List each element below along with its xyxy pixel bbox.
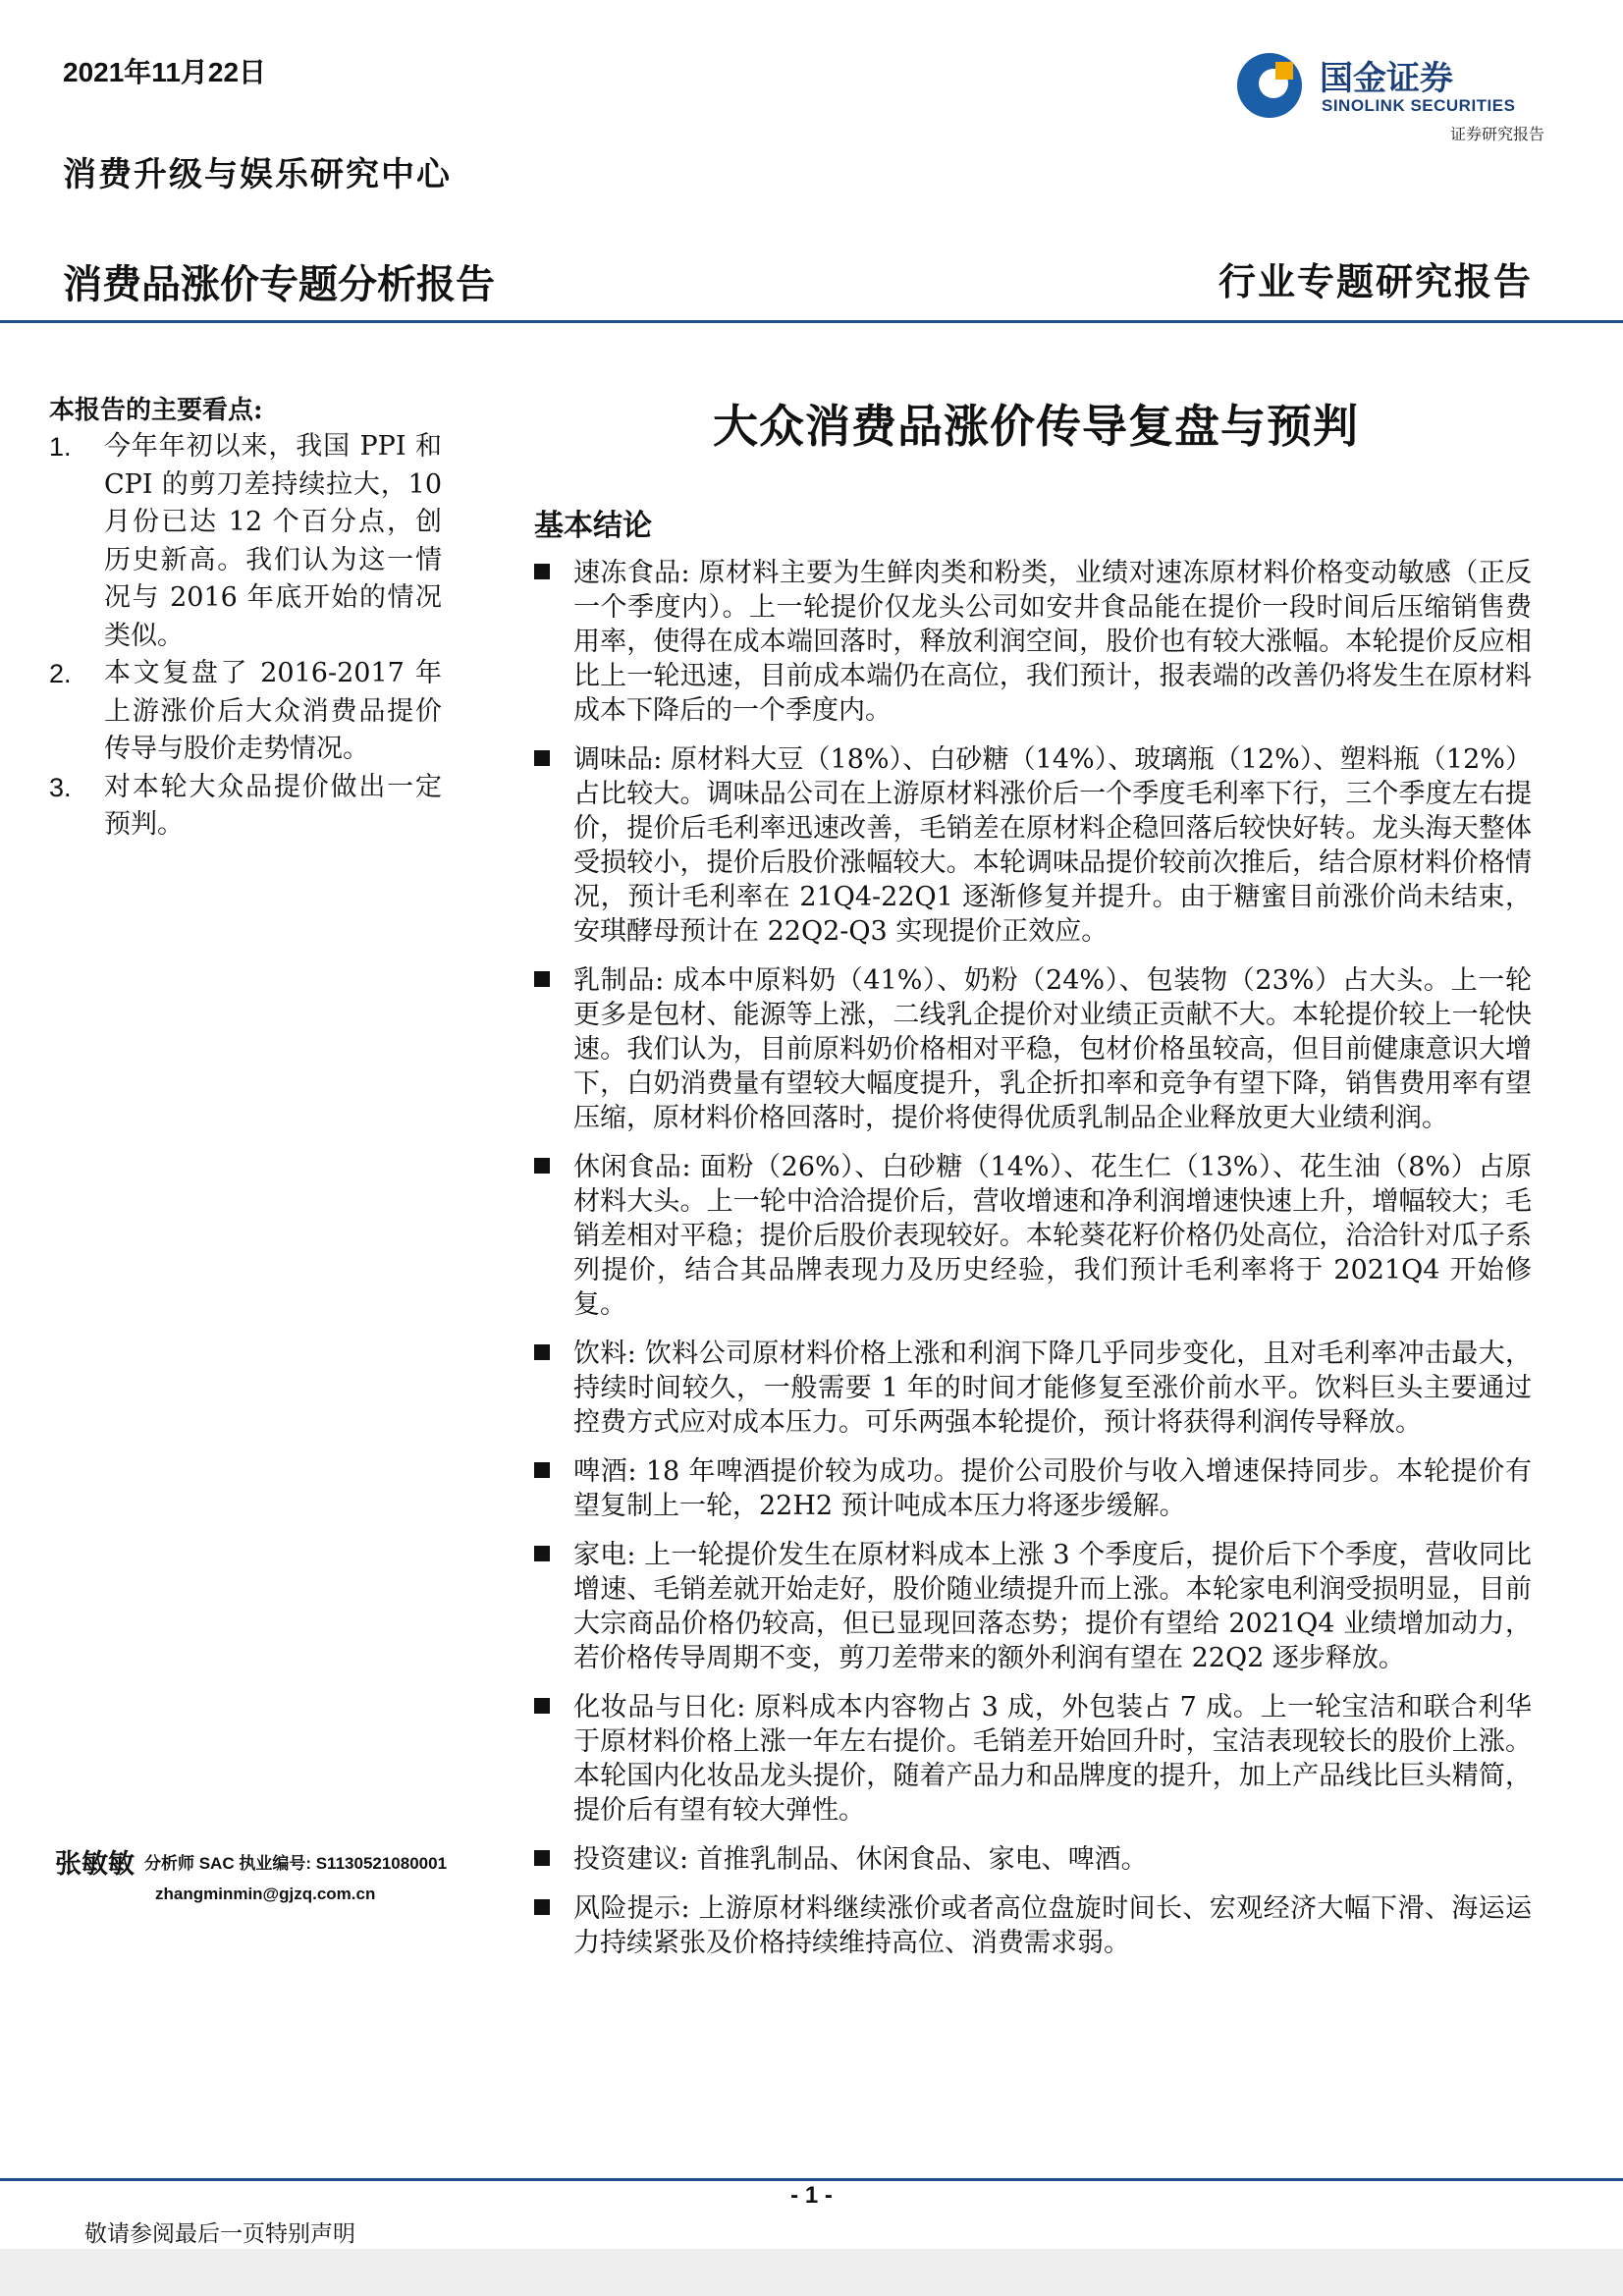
conclusion-item bbox=[534, 556, 1532, 728]
conclusion-item bbox=[534, 1337, 1532, 1440]
bullet-square-icon bbox=[534, 742, 573, 949]
key-point bbox=[49, 428, 442, 655]
bullet-square-icon bbox=[534, 1891, 573, 1960]
conclusion-item bbox=[534, 1150, 1532, 1322]
key-point-text: 今年年初以来，我国 PPI 和 CPI 的剪刀差持续拉大，10 月份已达 12 个百分点，创历史新高。我们认为这一情况与 2016 年底开始的情况类似。 bbox=[104, 431, 442, 651]
conclusion-text: 啤酒: 18 年啤酒提价较为成功。提价公司股价与收入增速保持同步。本轮提价有望复制上一轮，22H2 预计吨成本压力将逐步缓解。 bbox=[573, 1456, 1532, 1521]
conclusion-item bbox=[534, 963, 1532, 1135]
main-title: 大众消费品涨价传导复盘与预判 bbox=[713, 400, 1359, 453]
conclusion-text: 饮料: 饮料公司原材料价格上涨和利润下降几乎同步变化，且对毛利率冲击最大，持续时间较久，一般需要 1 年的时间才能修复至涨价前水平。饮料巨头主要通过控费方式应对成本压力。可乐两强本轮提价，预计将获得利润传导释放。 bbox=[573, 1339, 1532, 1438]
bullet-square-icon bbox=[534, 1842, 573, 1877]
bullet-square-icon bbox=[534, 556, 573, 728]
section-heading: 基本结论 bbox=[534, 509, 652, 543]
conclusion-item bbox=[534, 742, 1532, 949]
report-type: 行业专题研究报告 bbox=[1217, 259, 1533, 303]
footer-divider bbox=[0, 2178, 1623, 2181]
conclusion-text: 投资建议: 首推乳制品、休闲食品、家电、啤酒。 bbox=[573, 1844, 1148, 1875]
key-points-heading: 本报告的主要看点: bbox=[49, 396, 263, 425]
logo-name-cn: 国金证券 bbox=[1320, 59, 1453, 98]
conclusion-text: 休闲食品: 面粉（26%）、白砂糖（14%）、花生仁（13%）、花生油（8%）占原材料大头。上一轮中洽洽提价后，营收增速和净利润增速快速上升，增幅较大；毛销差相对平稳；提价后股价表现较好。本轮葵花籽价格仍处高位，洽洽针对瓜子系列提价，结合其品牌表现力及历史经验，我们预计毛利率将于 2021Q4 开始修复。 bbox=[573, 1152, 1532, 1320]
report-series-title: 消费品涨价专题分析报告 bbox=[63, 263, 495, 306]
conclusion-item bbox=[534, 1842, 1532, 1877]
key-point-text: 对本轮大众品提价做出一定预判。 bbox=[104, 771, 442, 840]
bullet-square-icon bbox=[534, 1454, 573, 1523]
conclusion-list bbox=[534, 556, 1532, 1975]
conclusion-item bbox=[534, 1454, 1532, 1523]
document-type: 证券研究报告 bbox=[1449, 125, 1544, 143]
conclusion-item bbox=[534, 1538, 1532, 1675]
key-point-number: 1. bbox=[49, 432, 72, 462]
company-logo bbox=[1233, 49, 1547, 128]
key-point-number: 3. bbox=[49, 772, 72, 802]
page-number: - 1 - bbox=[790, 2182, 833, 2209]
logo-mark-icon bbox=[1235, 51, 1304, 120]
bullet-square-icon bbox=[534, 1150, 573, 1322]
analyst-license: 分析师 SAC 执业编号: S1130521080001 bbox=[144, 1854, 448, 1873]
conclusion-text: 风险提示: 上游原材料继续涨价或者高位盘旋时间长、宏观经济大幅下滑、海运运力持续紧张及价格持续维持高位、消费需求弱。 bbox=[573, 1893, 1532, 1958]
key-point-number: 2. bbox=[49, 659, 72, 688]
analyst-info bbox=[55, 1842, 507, 1904]
key-points-sidebar bbox=[49, 393, 442, 845]
conclusion-text: 调味品: 原材料大豆（18%）、白砂糖（14%）、玻璃瓶（12%）、塑料瓶（12%）占比较大。调味品公司在上游原材料涨价后一个季度毛利率下行，三个季度左右提价，提价后毛利率迅速改善，毛销差在原材料企稳回落后较快好转。龙头海天整体受损较小，提价后股价涨幅较大。本轮调味品提价较前次推后，结合原材料价格情况，预计毛利率在 21Q4-22Q1 逐渐修复并提升。由于糖蜜目前涨价尚未结束，安琪酵母预计在 22Q2-Q3 实现提价正效应。 bbox=[573, 744, 1532, 947]
key-point-text: 本文复盘了 2016-2017 年上游涨价后大众消费品提价传导与股价走势情况。 bbox=[104, 658, 442, 764]
key-point bbox=[49, 769, 442, 845]
logo-name-en: SINOLINK SECURITIES bbox=[1322, 96, 1516, 115]
bullet-square-icon bbox=[534, 1538, 573, 1675]
report-date: 2021年11月22日 bbox=[63, 57, 267, 87]
conclusion-item bbox=[534, 1690, 1532, 1828]
conclusion-text: 速冻食品: 原材料主要为生鲜肉类和粉类，业绩对速冻原材料价格变动敏感（正反一个季度内）。上一轮提价仅龙头公司如安井食品能在提价一段时间后压缩销售费用率，使得在成本端回落时，释放利润空间，股价也有较大涨幅。本轮提价反应相比上一轮迅速，目前成本端仍在高位，我们预计，报表端的改善仍将发生在原材料成本下降后的一个季度内。 bbox=[573, 558, 1532, 726]
research-center: 消费升级与娱乐研究中心 bbox=[63, 155, 452, 194]
footer-disclaimer: 敬请参阅最后一页特别声明 bbox=[84, 2221, 355, 2247]
key-point bbox=[49, 655, 442, 769]
conclusion-text: 化妆品与日化: 原料成本内容物占 3 成，外包装占 7 成。上一轮宝洁和联合利华于原材料价格上涨一年左右提价。毛销差开始回升时，宝洁表现较长的股价上涨。本轮国内化妆品龙头提价，随着产品力和品牌度的提升，加上产品线比巨头精简，提价后有望有较大弹性。 bbox=[573, 1692, 1532, 1826]
bullet-square-icon bbox=[534, 1337, 573, 1440]
conclusion-text: 家电: 上一轮提价发生在原材料成本上涨 3 个季度后，提价后下个季度，营收同比增速、毛销差就开始走好，股价随业绩提升而上涨。本轮家电利润受损明显，目前大宗商品价格仍较高，但已显现回落态势；提价有望给 2021Q4 业绩增加动力，若价格传导周期不变，剪刀差带来的额外利润有望在 22Q2 逐步释放。 bbox=[573, 1540, 1532, 1673]
conclusion-text: 乳制品: 成本中原料奶（41%）、奶粉（24%）、包装物（23%）占大头。上一轮更多是包材、能源等上涨，二线乳企提价对业绩正贡献不大。本轮提价较上一轮快速。我们认为，目前原料奶价格相对平稳，包材价格虽较高，但目前健康意识大增下，白奶消费量有望较大幅度提升，乳企折扣率和竞争有望下降，销售费用率有望压缩，原材料价格回落时，提价将使得优质乳制品企业释放更大业绩利润。 bbox=[573, 965, 1532, 1133]
bullet-square-icon bbox=[534, 963, 573, 1135]
conclusion-item bbox=[534, 1891, 1532, 1960]
bullet-square-icon bbox=[534, 1690, 573, 1828]
analyst-email: zhangminmin@gjzq.com.cn bbox=[155, 1885, 376, 1903]
footer-bar bbox=[0, 2249, 1623, 2296]
analyst-name: 张敏敏 bbox=[55, 1849, 135, 1880]
header-divider bbox=[0, 320, 1623, 323]
